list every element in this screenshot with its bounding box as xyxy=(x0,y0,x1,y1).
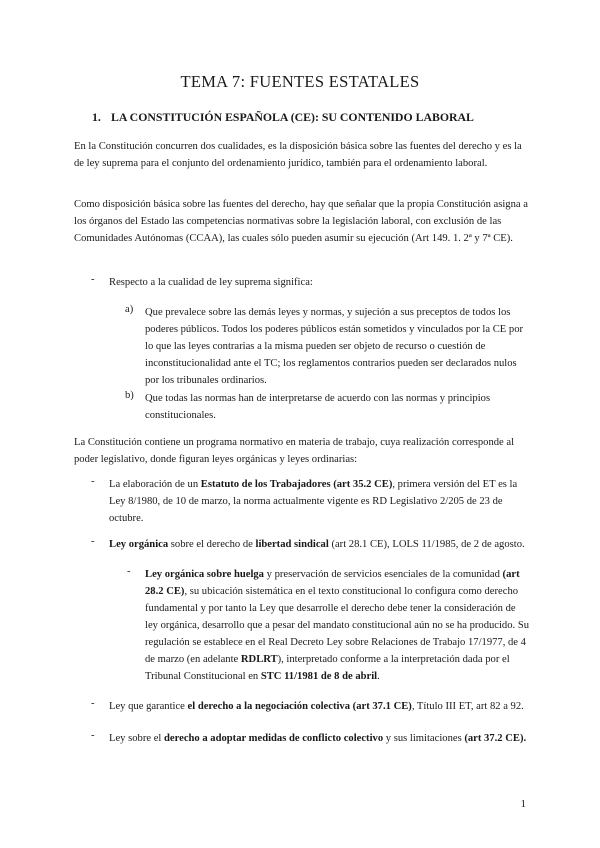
page-number: 1 xyxy=(520,798,526,810)
bold-run: Ley orgánica sobre huelga xyxy=(145,569,264,580)
bold-run: Ley orgánica xyxy=(109,539,169,550)
bullet-dash: - xyxy=(91,536,95,547)
bold-run: STC 11/1981 de 8 de abril xyxy=(260,671,378,682)
text-run: y preservación de servicios esenciales de la comunidad xyxy=(263,569,503,580)
text-run: , su ubicación sistemática en el texto constitucional lo configura como derecho fundamental y por tanto la Ley que desarrolle el derecho debe tener la consideración de ley orgánica, desarrollo que a pesar del mandato constitucional aún no se ha producido. Su regulación se establece en el Real Decreto Ley sobre Relaciones de Trabajo 17/1977, de 4 de marzo (en adelante xyxy=(145,586,530,665)
text-run: Ley que garantice xyxy=(109,701,188,712)
bullet-2-text xyxy=(109,476,529,527)
section-heading xyxy=(92,110,474,125)
paragraph-1: En la Constitución concurren dos cualidades, es la disposición básica sobre las fuentes del derecho y es la de ley suprema para el conjunto del ordenamiento jurídico, también para el ordenamiento laboral. xyxy=(74,141,522,169)
text-run: ), interpretado conforme a la interpretación dada por el Tribunal Constitucional en xyxy=(145,654,510,682)
section-title: LA CONSTITUCIÓN ESPAÑOLA (CE): SU CONTENIDO LABORAL xyxy=(111,110,474,124)
bold-run: (art 28.2 CE) xyxy=(145,569,520,597)
bold-run: el derecho a la negociación colectiva (art 37.1 CE) xyxy=(187,701,412,712)
bold-run: (art 37.2 CE). xyxy=(464,733,527,744)
text-run: sobre el derecho de xyxy=(168,539,256,550)
paragraph-2: Como disposición básica sobre las fuentes del derecho, hay que señalar que la propia Constitución asigna a los órganos del Estado las competencias normativas sobre la legislación laboral, con exclusión de las Comunidades Autónomas (CCAA), las cuales sólo pueden asumir su ejecución (Art 149. 1. 2ª y 7ª CE). xyxy=(74,199,528,244)
text-run: La elaboración de un xyxy=(109,479,201,490)
bullet-4-text xyxy=(109,698,529,715)
bold-run: libertad sindical xyxy=(255,539,329,550)
bold-run: Estatuto de los Trabajadores (art 35.2 CE) xyxy=(200,479,393,490)
paragraph-3: La Constitución contiene un programa normativo en materia de trabajo, cuya realización corresponde al poder legislativo, donde figuran leyes orgánicas y leyes ordinarias: xyxy=(74,437,515,465)
sub-item-b-text: Que todas las normas han de interpretarse de acuerdo con las normas y principios constitucionales. xyxy=(145,393,491,421)
text-run: Ley sobre el xyxy=(109,733,165,744)
bullet-1-text: Respecto a la cualidad de ley suprema significa: xyxy=(109,277,313,288)
text-run: y sus limitaciones xyxy=(383,733,465,744)
bullet-dash: - xyxy=(91,274,95,285)
sub-item-b-label: b) xyxy=(125,390,134,401)
sub-item-a-text: Que prevalece sobre las demás leyes y normas, y sujeción a sus preceptos de todos los poderes públicos. Todos los poderes públicos están sometidos y vinculados por la CE por lo que las leyes contrarias a la misma pueden ser objeto de recurso o cuestión de inconstitucionalidad ante el TC; los reglamentos contrarios pueden ser declarados nulos por los tribunales ordinarios. xyxy=(145,307,524,386)
text-run: , Título III ET, art 82 a 92. xyxy=(411,701,524,712)
text-run: , primera versión del ET es la Ley 8/1980, de 10 de marzo, la norma actualmente vigente es RD Legislativo 2/205 de 23 de octubre. xyxy=(109,479,518,524)
bold-run: derecho a adoptar medidas de conflicto colectivo xyxy=(164,733,384,744)
sub-item-a-label: a) xyxy=(125,304,134,315)
document-title: TEMA 7: FUENTES ESTATALES xyxy=(180,72,420,91)
bullet-dash: - xyxy=(91,476,95,487)
bullet-dash: - xyxy=(127,566,131,577)
bullet-dash: - xyxy=(91,698,95,709)
bullet-3-sub-text xyxy=(145,566,531,685)
text-run: (art 28.1 CE), LOLS 11/1985, de 2 de agosto. xyxy=(328,539,525,550)
text-run: . xyxy=(377,671,380,682)
bullet-3-text xyxy=(109,536,529,553)
bullet-dash: - xyxy=(91,730,95,741)
section-number: 1. xyxy=(92,110,101,124)
bullet-5-text xyxy=(109,730,529,747)
bold-run: RDLRT xyxy=(240,654,278,665)
